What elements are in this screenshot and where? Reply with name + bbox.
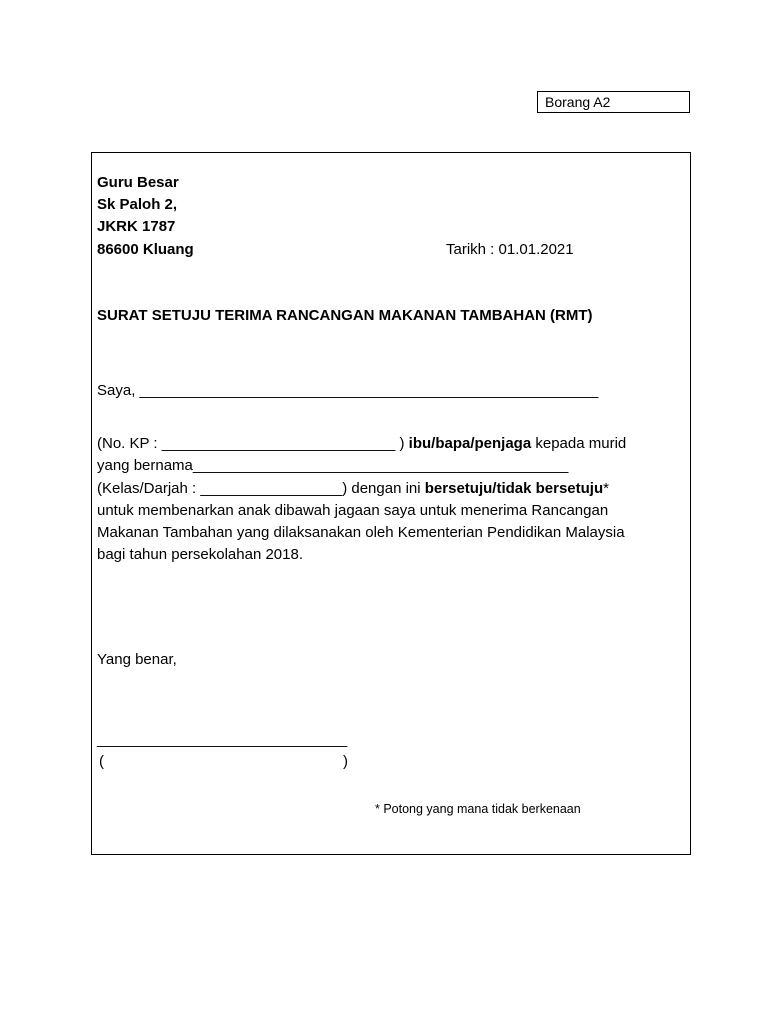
letter-box xyxy=(91,152,691,855)
signature-line: ______________________________ xyxy=(97,731,348,748)
kelas-line xyxy=(97,480,609,498)
date-value: 01.01.2021 xyxy=(498,241,574,258)
recipient-line-4: 86600 Kluang xyxy=(97,241,194,258)
signature-close-paren: ) xyxy=(343,753,348,770)
kelas-suffix: * xyxy=(603,480,609,497)
date-label: Tarikh : xyxy=(446,241,495,258)
letter-title: SURAT SETUJU TERIMA RANCANGAN MAKANAN TAMBAHAN (RMT) xyxy=(97,307,593,324)
nokp-prefix: (No. KP : ____________________________ ) xyxy=(97,435,405,452)
body-paragraph-1: untuk membenarkan anak dibawah jagaan saya untuk menerima Rancangan xyxy=(97,502,609,519)
nokp-suffix: kepada murid xyxy=(535,435,627,452)
nokp-line xyxy=(97,435,626,453)
saya-line: Saya, _______________________________________________________ xyxy=(97,382,599,399)
recipient-line-1: Guru Besar xyxy=(97,174,179,191)
date-row xyxy=(446,241,574,259)
form-code-box xyxy=(537,91,690,113)
bernama-line: yang bernama_____________________________________________ xyxy=(97,457,569,474)
body-paragraph-2: Makanan Tambahan yang dilaksanakan oleh Kementerian Pendidikan Malaysia xyxy=(97,524,625,541)
body-paragraph-3: bagi tahun persekolahan 2018. xyxy=(97,546,304,563)
footnote: * Potong yang mana tidak berkenaan xyxy=(375,802,581,816)
recipient-line-2: Sk Paloh 2, xyxy=(97,196,178,213)
signature-open-paren: ( xyxy=(99,753,104,770)
kelas-bold: bersetuju/tidak bersetuju xyxy=(424,480,604,497)
recipient-line-3: JKRK 1787 xyxy=(97,218,176,235)
kelas-prefix: (Kelas/Darjah : _________________) dengan ini xyxy=(97,480,421,497)
closing: Yang benar, xyxy=(97,651,177,668)
nokp-bold: ibu/bapa/penjaga xyxy=(408,435,532,452)
form-code: Borang A2 xyxy=(545,94,611,110)
